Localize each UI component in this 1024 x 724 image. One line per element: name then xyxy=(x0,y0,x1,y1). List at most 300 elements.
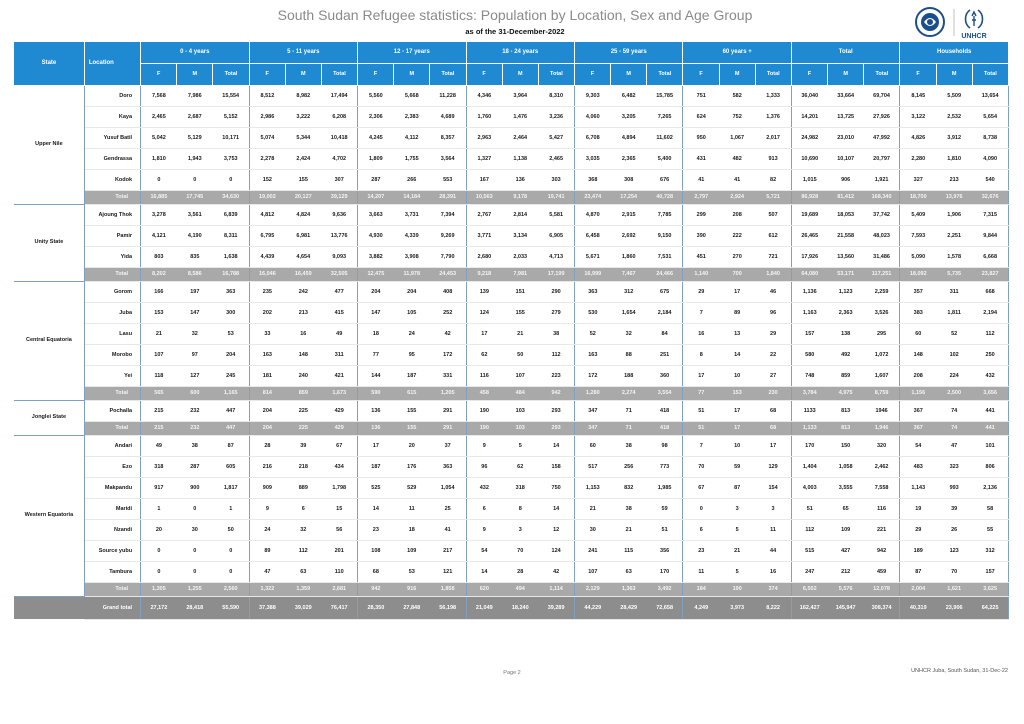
table-cell: 9,218 xyxy=(466,267,502,281)
table-cell: 150 xyxy=(828,435,864,456)
table-cell: 3,625 xyxy=(972,582,1008,596)
table-cell: 245 xyxy=(213,365,249,386)
table-cell: 418 xyxy=(647,400,683,421)
table-cell: 54 xyxy=(900,435,936,456)
table-cell: 9,093 xyxy=(321,246,357,267)
table-cell: 431 xyxy=(683,148,719,169)
table-cell: 859 xyxy=(828,365,864,386)
table-cell: 4,090 xyxy=(972,148,1008,169)
table-cell: 3,561 xyxy=(177,204,213,225)
table-cell: 19,002 xyxy=(249,190,285,204)
table-cell: 14,201 xyxy=(791,106,827,127)
table-cell: 2,363 xyxy=(828,302,864,323)
table-cell: 429 xyxy=(321,400,357,421)
table-cell: 41 xyxy=(719,169,755,190)
location-cell: Kodok xyxy=(84,169,140,190)
table-cell: 0 xyxy=(213,169,249,190)
table-cell: 74 xyxy=(936,400,972,421)
table-cell: 23,474 xyxy=(574,190,610,204)
table-cell: 81,412 xyxy=(828,190,864,204)
table-row xyxy=(14,498,1009,519)
table-cell: 5,344 xyxy=(285,127,321,148)
table-cell: 31,486 xyxy=(864,246,900,267)
table-cell: 189 xyxy=(900,540,936,561)
table-cell: 3,663 xyxy=(358,204,394,225)
table-cell: 39,289 xyxy=(538,596,574,619)
table-cell: 441 xyxy=(972,421,1008,435)
column-subheader: M xyxy=(285,63,321,85)
table-cell: 19 xyxy=(900,498,936,519)
table-cell: 112 xyxy=(972,323,1008,344)
table-cell: 138 xyxy=(828,323,864,344)
table-cell: 9,303 xyxy=(574,85,610,106)
table-cell: 8,222 xyxy=(755,596,791,619)
table-cell: 101 xyxy=(972,435,1008,456)
table-cell: 889 xyxy=(285,477,321,498)
location-cell: Tambura xyxy=(84,561,140,582)
table-cell: 5 xyxy=(502,435,538,456)
table-cell: 162,427 xyxy=(791,596,827,619)
table-cell: 230 xyxy=(755,386,791,400)
table-cell: 1133 xyxy=(791,400,827,421)
table-cell: 10,418 xyxy=(321,127,357,148)
table-cell: 1,811 xyxy=(936,302,972,323)
table-cell: 17 xyxy=(755,435,791,456)
table-cell: 2,004 xyxy=(900,582,936,596)
table-cell: 190 xyxy=(466,400,502,421)
table-cell: 415 xyxy=(321,302,357,323)
table-cell: 374 xyxy=(755,582,791,596)
table-cell: 124 xyxy=(466,302,502,323)
table-cell: 6 xyxy=(285,498,321,519)
subtotal-row xyxy=(14,190,1009,204)
table-cell: 123 xyxy=(936,540,972,561)
table-cell: 5,735 xyxy=(936,267,972,281)
table-cell: 17,494 xyxy=(321,85,357,106)
table-cell: 1,946 xyxy=(864,421,900,435)
table-cell: 204 xyxy=(394,281,430,302)
table-cell: 3,122 xyxy=(900,106,936,127)
table-cell: 86,928 xyxy=(791,190,827,204)
table-cell: 19,741 xyxy=(538,190,574,204)
table-cell: 8,202 xyxy=(141,267,177,281)
table-cell: 54 xyxy=(466,540,502,561)
table-cell: 8,311 xyxy=(213,225,249,246)
table-cell: 1,140 xyxy=(683,267,719,281)
table-cell: 459 xyxy=(864,561,900,582)
table-cell: 303 xyxy=(538,169,574,190)
table-cell: 103 xyxy=(502,421,538,435)
table-cell: 484 xyxy=(502,386,538,400)
table-cell: 507 xyxy=(755,204,791,225)
table-cell: 2,814 xyxy=(502,204,538,225)
table-cell: 668 xyxy=(972,281,1008,302)
table-cell: 213 xyxy=(285,302,321,323)
table-cell: 98 xyxy=(647,435,683,456)
table-cell: 67 xyxy=(683,477,719,498)
table-cell: 17 xyxy=(719,421,755,435)
table-cell: 172 xyxy=(574,365,610,386)
grand-total-label: Grand total xyxy=(84,596,140,619)
location-cell: Gendrassa xyxy=(84,148,140,169)
location-cell: Source yubu xyxy=(84,540,140,561)
table-cell: 1,376 xyxy=(755,106,791,127)
table-cell: 5,074 xyxy=(249,127,285,148)
column-subheader: M xyxy=(936,63,972,85)
logos xyxy=(912,6,1012,42)
table-cell: 7,531 xyxy=(647,246,683,267)
table-cell: 56 xyxy=(321,519,357,540)
table-cell: 58 xyxy=(972,498,1008,519)
table-row xyxy=(14,435,1009,456)
table-cell: 859 xyxy=(285,386,321,400)
table-cell: 293 xyxy=(538,400,574,421)
table-cell: 5,427 xyxy=(538,127,574,148)
table-cell: 72,658 xyxy=(647,596,683,619)
column-subheader: F xyxy=(791,63,827,85)
column-header-location: Location xyxy=(84,42,140,85)
table-cell: 360 xyxy=(647,365,683,386)
table-cell: 4,689 xyxy=(430,106,466,127)
table-cell: 23 xyxy=(358,519,394,540)
table-cell: 22 xyxy=(755,344,791,365)
table-cell: 620 xyxy=(466,582,502,596)
table-cell: 525 xyxy=(358,477,394,498)
table-cell: 1,123 xyxy=(828,281,864,302)
column-group-header: 5 - 11 years xyxy=(249,42,357,63)
table-cell: 60 xyxy=(574,435,610,456)
table-cell: 906 xyxy=(828,169,864,190)
table-cell: 24,466 xyxy=(647,267,683,281)
column-subheader: M xyxy=(828,63,864,85)
table-cell: 5 xyxy=(719,519,755,540)
table-cell: 2,500 xyxy=(936,386,972,400)
table-cell: 7,394 xyxy=(430,204,466,225)
table-cell: 225 xyxy=(285,421,321,435)
table-cell: 30 xyxy=(177,519,213,540)
table-cell: 7,593 xyxy=(900,225,936,246)
table-cell: 117,251 xyxy=(864,267,900,281)
table-cell: 1,476 xyxy=(502,106,538,127)
table-cell: 7,790 xyxy=(430,246,466,267)
column-subheader: M xyxy=(502,63,538,85)
table-cell: 136 xyxy=(358,400,394,421)
table-cell: 124 xyxy=(538,540,574,561)
table-cell: 5,581 xyxy=(538,204,574,225)
table-cell: 68 xyxy=(755,421,791,435)
table-cell: 21 xyxy=(719,540,755,561)
table-row xyxy=(14,204,1009,225)
table-cell: 67 xyxy=(321,435,357,456)
table-cell: 773 xyxy=(647,456,683,477)
table-cell: 21 xyxy=(574,498,610,519)
table-cell: 3,973 xyxy=(719,596,755,619)
table-cell: 8,145 xyxy=(900,85,936,106)
table-cell: 148 xyxy=(900,344,936,365)
column-subheader: F xyxy=(683,63,719,85)
table-cell: 814 xyxy=(249,386,285,400)
table-row xyxy=(14,85,1009,106)
table-cell: 44 xyxy=(755,540,791,561)
table-cell: 291 xyxy=(430,400,466,421)
table-cell: 429 xyxy=(321,421,357,435)
state-cell: Jonglei State xyxy=(14,400,84,435)
table-cell: 208 xyxy=(719,204,755,225)
table-cell: 190 xyxy=(719,582,755,596)
table-cell: 2,306 xyxy=(358,106,394,127)
table-cell: 1946 xyxy=(864,400,900,421)
table-cell: 1,058 xyxy=(828,456,864,477)
table-cell: 10 xyxy=(719,365,755,386)
location-cell: Maridi xyxy=(84,498,140,519)
table-cell: 28,429 xyxy=(611,596,647,619)
table-cell: 256 xyxy=(611,456,647,477)
table-cell: 1,136 xyxy=(791,281,827,302)
subtotal-label: Total xyxy=(84,267,140,281)
table-cell: 363 xyxy=(213,281,249,302)
table-cell: 223 xyxy=(538,365,574,386)
grand-total-row xyxy=(14,596,1009,619)
table-cell: 109 xyxy=(394,540,430,561)
table-cell: 16,046 xyxy=(249,267,285,281)
table-cell: 3 xyxy=(755,498,791,519)
table-cell: 6,708 xyxy=(574,127,610,148)
column-group-header: 25 - 59 years xyxy=(574,42,682,63)
table-cell: 993 xyxy=(936,477,972,498)
table-cell: 250 xyxy=(972,344,1008,365)
table-cell: 39 xyxy=(936,498,972,519)
table-cell: 383 xyxy=(900,302,936,323)
table-cell: 5,400 xyxy=(647,148,683,169)
table-cell: 367 xyxy=(900,421,936,435)
table-cell: 8,512 xyxy=(249,85,285,106)
table-cell: 4,930 xyxy=(358,225,394,246)
table-cell: 9,269 xyxy=(430,225,466,246)
table-cell: 1,359 xyxy=(285,582,321,596)
subtotal-label: Total xyxy=(84,421,140,435)
column-subheader: M xyxy=(394,63,430,85)
table-cell: 197 xyxy=(177,281,213,302)
source-note: UNHCR Juba, South Sudan, 31-Dec-22 xyxy=(911,668,1008,674)
table-cell: 1,015 xyxy=(791,169,827,190)
table-cell: 318 xyxy=(141,456,177,477)
table-cell: 4,713 xyxy=(538,246,574,267)
table-cell: 2,464 xyxy=(502,127,538,148)
table-row xyxy=(14,148,1009,169)
table-cell: 308,374 xyxy=(864,596,900,619)
table-cell: 1 xyxy=(141,498,177,519)
table-cell: 32,505 xyxy=(321,267,357,281)
table-cell: 127 xyxy=(177,365,213,386)
table-cell: 190 xyxy=(466,421,502,435)
table-cell: 312 xyxy=(611,281,647,302)
table-cell: 28,350 xyxy=(358,596,394,619)
table-cell: 155 xyxy=(502,302,538,323)
table-cell: 107 xyxy=(574,561,610,582)
table-cell: 103 xyxy=(502,400,538,421)
table-cell: 3,753 xyxy=(213,148,249,169)
table-cell: 4,249 xyxy=(683,596,719,619)
table-cell: 37,388 xyxy=(249,596,285,619)
table-cell: 3,035 xyxy=(574,148,610,169)
table-cell: 7,981 xyxy=(502,267,538,281)
table-cell: 77 xyxy=(683,386,719,400)
table-cell: 2,462 xyxy=(864,456,900,477)
table-cell: 1,858 xyxy=(430,582,466,596)
table-cell: 540 xyxy=(972,169,1008,190)
table-cell: 1,363 xyxy=(611,582,647,596)
table-cell: 483 xyxy=(900,456,936,477)
table-cell: 1,067 xyxy=(719,127,755,148)
table-cell: 0 xyxy=(141,169,177,190)
table-cell: 7 xyxy=(683,435,719,456)
table-cell: 4,112 xyxy=(394,127,430,148)
table-cell: 1,133 xyxy=(791,421,827,435)
table-cell: 26,465 xyxy=(791,225,827,246)
table-cell: 916 xyxy=(394,582,430,596)
table-cell: 700 xyxy=(719,267,755,281)
column-subheader: M xyxy=(611,63,647,85)
table-cell: 187 xyxy=(394,365,430,386)
table-cell: 29 xyxy=(755,323,791,344)
table-cell: 323 xyxy=(936,456,972,477)
table-cell: 751 xyxy=(683,85,719,106)
table-cell: 53,171 xyxy=(828,267,864,281)
table-cell: 10,563 xyxy=(466,190,502,204)
table-cell: 291 xyxy=(430,421,466,435)
table-cell: 29 xyxy=(900,519,936,540)
table-cell: 176 xyxy=(394,456,430,477)
table-cell: 580 xyxy=(791,344,827,365)
table-cell: 76,417 xyxy=(321,596,357,619)
table-cell: 8,357 xyxy=(430,127,466,148)
table-cell: 482 xyxy=(719,148,755,169)
table-cell: 6,795 xyxy=(249,225,285,246)
table-cell: 11,602 xyxy=(647,127,683,148)
table-cell: 363 xyxy=(574,281,610,302)
subtotal-label: Total xyxy=(84,582,140,596)
table-cell: 312 xyxy=(972,540,1008,561)
table-cell: 46 xyxy=(755,281,791,302)
table-cell: 4,812 xyxy=(249,204,285,225)
table-cell: 5,509 xyxy=(936,85,972,106)
table-row xyxy=(14,365,1009,386)
table-cell: 432 xyxy=(972,365,1008,386)
table-cell: 18,240 xyxy=(502,596,538,619)
table-cell: 148 xyxy=(285,344,321,365)
table-cell: 1,072 xyxy=(864,344,900,365)
state-cell: Unity State xyxy=(14,204,84,281)
column-subheader: F xyxy=(900,63,936,85)
table-cell: 9 xyxy=(466,519,502,540)
location-cell: Lasu xyxy=(84,323,140,344)
table-cell: 155 xyxy=(285,169,321,190)
table-cell: 96 xyxy=(755,302,791,323)
table-cell: 750 xyxy=(538,477,574,498)
table-cell: 421 xyxy=(321,365,357,386)
table-cell: 32 xyxy=(177,323,213,344)
table-cell: 307 xyxy=(321,169,357,190)
table-cell: 208 xyxy=(900,365,936,386)
table-cell: 1,638 xyxy=(213,246,249,267)
table-cell: 188 xyxy=(611,365,647,386)
table-cell: 218 xyxy=(285,456,321,477)
table-cell: 14 xyxy=(466,561,502,582)
table-cell: 368 xyxy=(574,169,610,190)
table-cell: 23,827 xyxy=(972,267,1008,281)
table-cell: 27,926 xyxy=(864,106,900,127)
column-subheader: Total xyxy=(213,63,249,85)
table-cell: 4,894 xyxy=(611,127,647,148)
table-cell: 427 xyxy=(828,540,864,561)
table-cell: 145,947 xyxy=(828,596,864,619)
table-row xyxy=(14,246,1009,267)
table-cell: 2,680 xyxy=(466,246,502,267)
table-cell: 4,121 xyxy=(141,225,177,246)
table-cell: 26 xyxy=(936,519,972,540)
column-subheader: M xyxy=(719,63,755,85)
table-cell: 615 xyxy=(394,386,430,400)
table-cell: 4,870 xyxy=(574,204,610,225)
table-cell: 2,033 xyxy=(502,246,538,267)
table-cell: 582 xyxy=(719,85,755,106)
table-cell: 0 xyxy=(683,498,719,519)
table-cell: 38 xyxy=(611,435,647,456)
table-cell: 51 xyxy=(683,421,719,435)
table-cell: 32 xyxy=(611,323,647,344)
table-cell: 2,136 xyxy=(972,477,1008,498)
table-cell: 9,150 xyxy=(647,225,683,246)
table-cell: 5,721 xyxy=(755,190,791,204)
table-cell: 33 xyxy=(249,323,285,344)
table-row xyxy=(14,344,1009,365)
table-cell: 20,127 xyxy=(285,190,321,204)
table-cell: 41 xyxy=(683,169,719,190)
table-cell: 3,784 xyxy=(791,386,827,400)
table-cell: 458 xyxy=(466,386,502,400)
column-subheader: Total xyxy=(864,63,900,85)
table-cell: 2,129 xyxy=(574,582,610,596)
column-subheader: F xyxy=(141,63,177,85)
table-cell: 605 xyxy=(213,456,249,477)
table-cell: 151 xyxy=(502,281,538,302)
table-cell: 55,590 xyxy=(213,596,249,619)
table-cell: 116 xyxy=(466,365,502,386)
column-group-header: 12 - 17 years xyxy=(358,42,466,63)
table-cell: 13,976 xyxy=(936,190,972,204)
table-cell: 0 xyxy=(177,561,213,582)
table-cell: 70 xyxy=(683,456,719,477)
table-cell: 0 xyxy=(213,561,249,582)
table-cell: 158 xyxy=(538,456,574,477)
table-cell: 4,826 xyxy=(900,127,936,148)
table-cell: 4,339 xyxy=(394,225,430,246)
table-cell: 0 xyxy=(177,169,213,190)
table-cell: 47,992 xyxy=(864,127,900,148)
table-cell: 2,924 xyxy=(719,190,755,204)
table-cell: 153 xyxy=(141,302,177,323)
table-cell: 2,986 xyxy=(249,106,285,127)
table-cell: 108 xyxy=(358,540,394,561)
table-cell: 1 xyxy=(213,498,249,519)
table-cell: 441 xyxy=(972,400,1008,421)
table-cell: 806 xyxy=(972,456,1008,477)
location-cell: Nzandi xyxy=(84,519,140,540)
table-cell: 4,654 xyxy=(285,246,321,267)
table-cell: 2,963 xyxy=(466,127,502,148)
table-cell: 40,728 xyxy=(647,190,683,204)
table-cell: 11,228 xyxy=(430,85,466,106)
